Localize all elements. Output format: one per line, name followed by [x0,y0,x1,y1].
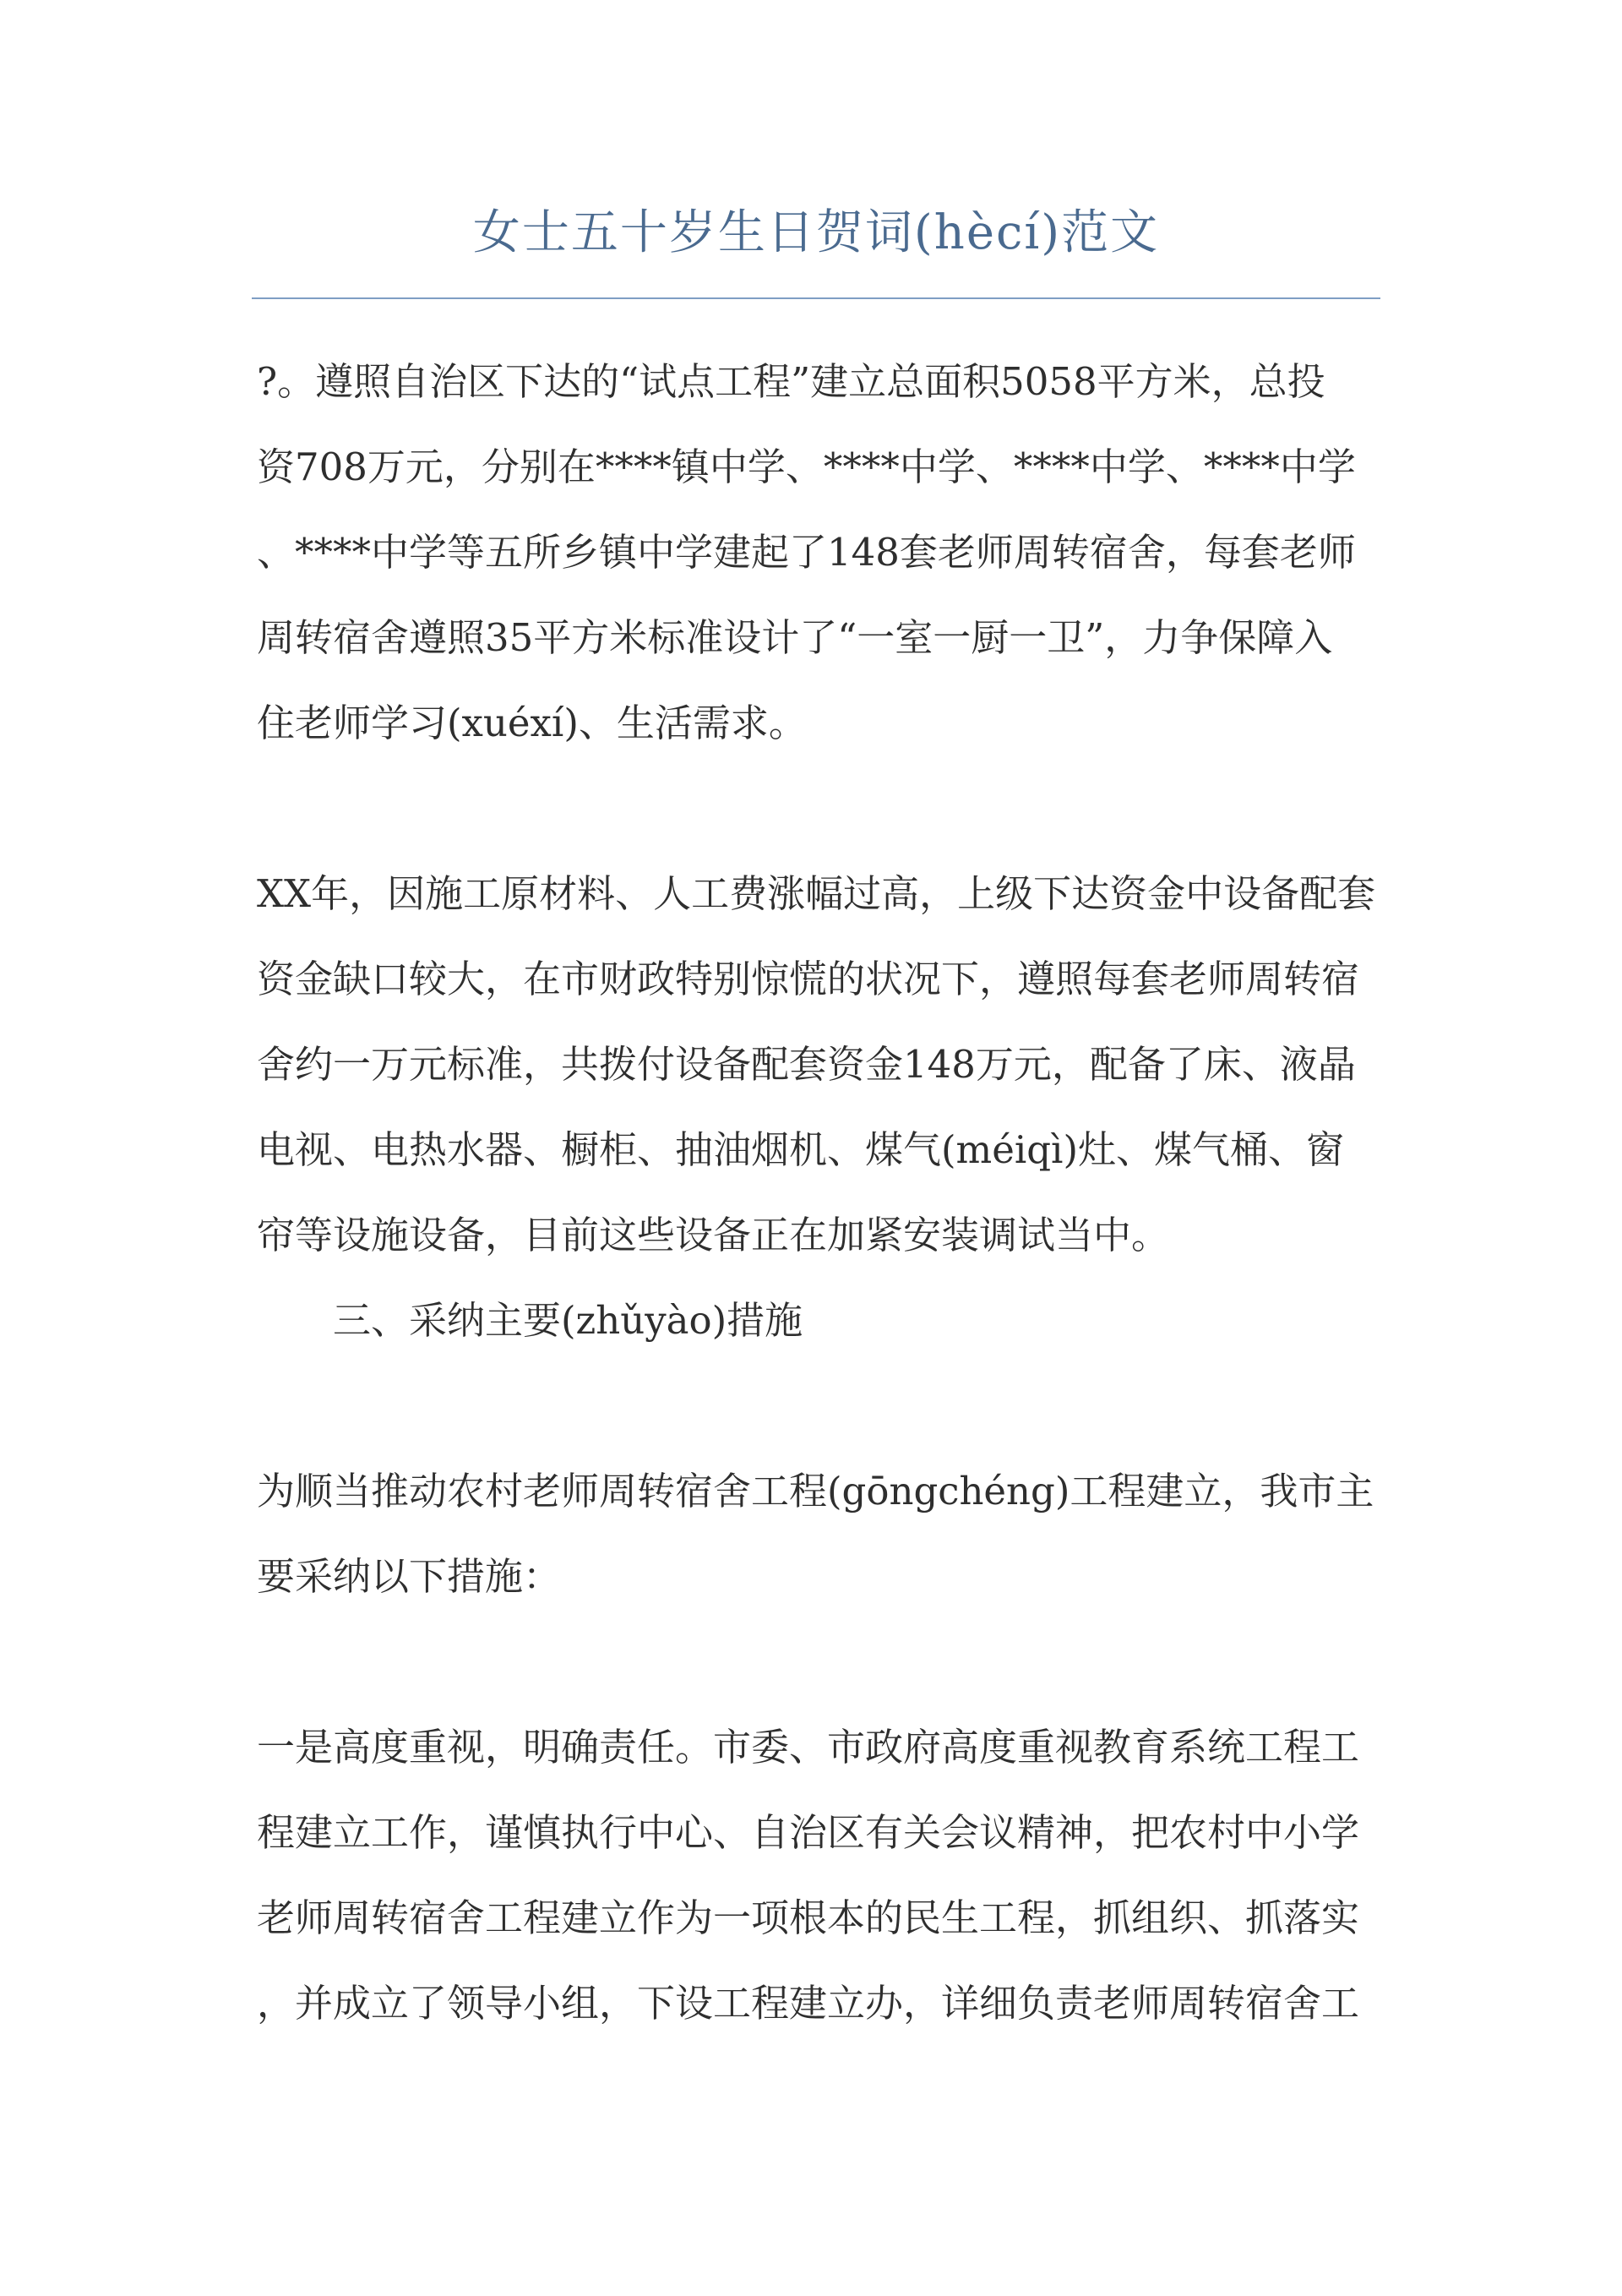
paragraph-line: 资金缺口较大，在市财政特别惊慌的状况下，遵照每套老师周转宿 [257,957,1360,1001]
title-divider [252,297,1380,299]
paragraph-line: 住老师学习(xuéxí)、生活需求。 [257,701,807,745]
paragraph-line: ，并成立了领导小组，下设工程建立办，详细负责老师周转宿舍工 [257,1981,1360,2026]
paragraph-line: 程建立工作，谨慎执行中心、自治区有关会议精神，把农村中小学 [257,1810,1360,1855]
paragraph-line: 帘等设施设备，目前这些设备正在加紧安装调试当中。 [257,1213,1170,1257]
paragraph-line: XX年，因施工原材料、人工费涨幅过高，上级下达资金中设备配套 [257,871,1376,916]
section-heading: 三、采纳主要(zhǔyào)措施 [333,1298,803,1343]
paragraph-line: 资708万元，分别在****镇中学、****中学、****中学、****中学 [257,444,1356,489]
paragraph-line: 一是高度重视，明确责任。市委、市政府高度重视教育系统工程工 [257,1725,1360,1770]
paragraph-line: 要采纳以下措施： [257,1554,562,1599]
paragraph-line: 电视、电热水器、橱柜、抽油烟机、煤气(méiqì)灶、煤气桶、窗 [257,1127,1345,1172]
paragraph-line: 舍约一万元标准，共拨付设备配套资金148万元，配备了床、液晶 [257,1042,1356,1087]
document-title: 女士五十岁生日贺词(hècí)范文 [472,205,1160,260]
paragraph-line: 、****中学等五所乡镇中学建起了148套老师周转宿舍，每套老师 [257,530,1356,575]
paragraph-line: ?。遵照自治区下达的“试点工程”建立总面积5058平方米，总投 [257,359,1325,404]
paragraph-line: 为顺当推动农村老师周转宿舍工程(gōngchéng)工程建立，我市主 [257,1469,1374,1513]
paragraph-line: 周转宿舍遵照35平方米标准设计了“一室一厨一卫”，力争保障入 [257,615,1333,660]
paragraph-line: 老师周转宿舍工程建立作为一项根本的民生工程，抓组织、抓落实 [257,1895,1360,1940]
